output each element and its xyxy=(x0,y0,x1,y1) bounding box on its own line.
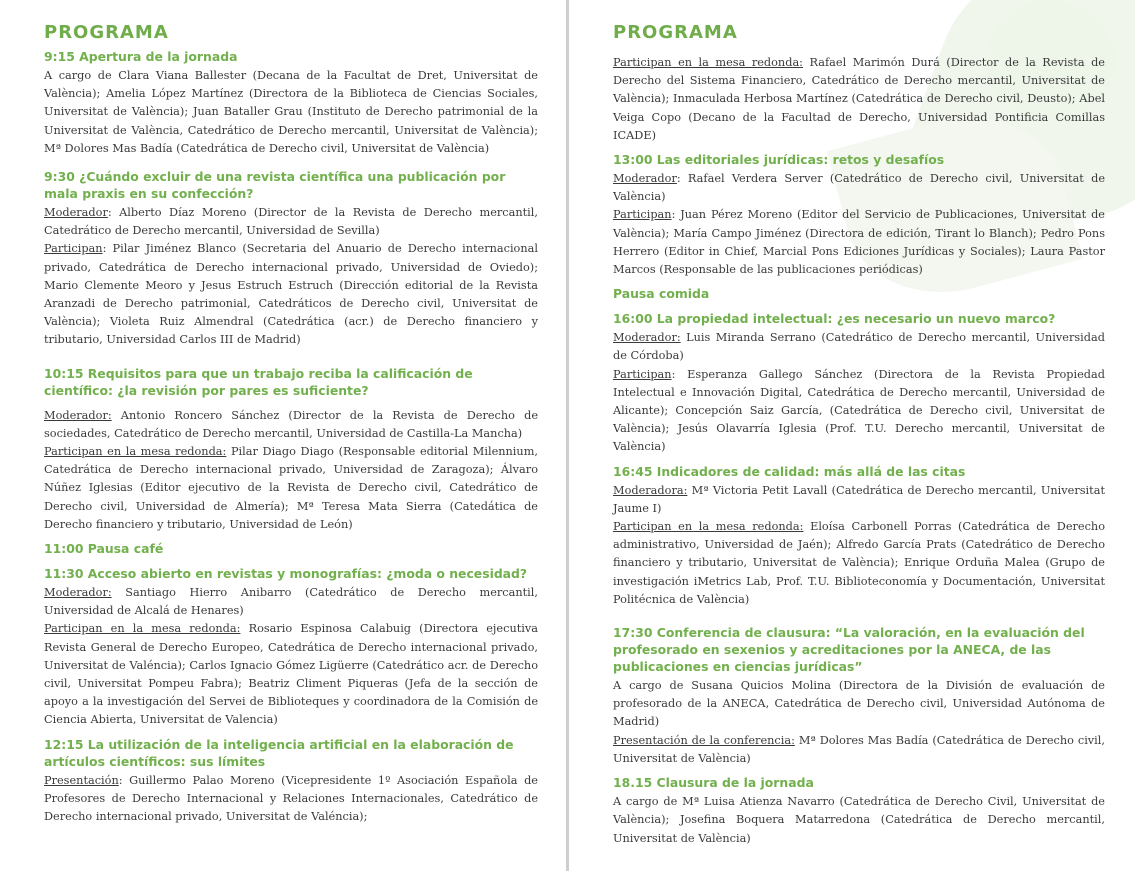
paragraph xyxy=(613,482,1105,518)
paragraph xyxy=(613,54,1105,145)
paragraph xyxy=(44,584,538,620)
section-title: Pausa comida xyxy=(613,286,710,302)
section-title: 12:15 La utilización de la inteligencia artificial en la elaboración de artículos científicos: sus límites xyxy=(44,736,514,769)
section-title: 10:15 Requisitos para que un trabajo reciba la calificación de científico: ¿la revisión por pares es suficiente? xyxy=(44,365,473,398)
paragraph-text: Antonio Roncero Sánchez (Director de la Revista de Derecho de sociedades, Catedrático de Derecho mercantil, Universidad de Castilla-La Mancha) xyxy=(44,408,538,440)
paragraph-text: A cargo de Susana Quicios Molina (Directora de la División de evaluación de profesorado de la ANECA, Catedrática de Derecho civil, Universidad Autónoma de Madrid) xyxy=(613,679,1105,729)
section-title: 18.15 Clausura de la jornada xyxy=(613,775,814,791)
section-title: 13:00 Las editoriales jurídicas: retos y desafíos xyxy=(613,152,945,168)
paragraph xyxy=(613,206,1105,279)
page-right xyxy=(569,0,1135,871)
paragraph xyxy=(613,518,1105,609)
paragraph xyxy=(44,204,538,240)
role-label: Moderador xyxy=(613,172,677,186)
section-requisitos xyxy=(44,365,538,534)
paragraph-text: : Alberto Díaz Moreno (Director de la Revista de Derecho mercantil, Catedrático de Derecho mercantil, Universidad de Sevilla) xyxy=(44,206,538,238)
paragraph xyxy=(44,67,538,158)
section-title: 11:30 Acceso abierto en revistas y monografías: ¿moda o necesidad? xyxy=(44,566,528,582)
section-editoriales xyxy=(613,151,1105,279)
role-label: Participan en la mesa redonda: xyxy=(613,520,804,534)
role-label: Participan xyxy=(613,367,672,381)
left-content xyxy=(44,22,538,826)
paragraph-text: Eloísa Carbonell Porras (Catedrática de Derecho administrativo, Universidad de Jaén); Alfredo García Prats (Catedrático de Derecho financiero y tributario, Universitat de València); Enrique Orduña Malea (Grupo de investigación iMetrics Lab, Prof. T.U. Biblioteconomía y Documentación, Universitat Politécnica de València) xyxy=(613,520,1105,606)
section-indicadores xyxy=(613,463,1105,609)
role-label: Moderador: xyxy=(613,331,681,345)
section-mesa-continuacion xyxy=(613,54,1105,145)
paragraph-text: Pilar Diago Diago (Responsable editorial Milennium, Catedrática de Derecho internacional privado, Universidad de Zaragoza); Álvaro Núñez Iglesias (Editor ejecutivo de la Revista de Derecho civil, Catedrático de Derecho civil, Universidad de Almería); Mª Teresa Mata Sierra (Catedática de Derecho financiero y tributario, Universidad de León) xyxy=(44,445,538,531)
paragraph-text: : Pilar Jiménez Blanco (Secretaria del Anuario de Derecho internacional privado, Catedrática de Derecho internacional privado, Universidad de Oviedo); Mario Clemente Meoro y Jesus Estruch Estruch (Dirección editorial de la Revista Aranzadi de Derecho patrimonial, Catedráticos de Derecho civil, Universitat de València); Violeta Ruiz Almendral (Catedrática (acr.) de Derecho financiero y tributario, Universidad Carlos III de Madrid) xyxy=(44,242,538,347)
paragraph-text: Santiago Hierro Anibarro (Catedrático de Derecho mercantil, Universidad de Alcalá de Henares) xyxy=(44,586,538,618)
paragraph xyxy=(44,772,538,827)
paragraph xyxy=(44,407,538,443)
paragraph-text: Rafael Marimón Durá (Director de la Revista de Derecho del Sistema Financiero, Catedrático de Derecho mercantil, Universitat de València); Inmaculada Herbosa Martínez (Catedrática de Derecho civil, Deusto); Abel Veiga Copo (Decano de la Facultad de Derecho, Universidad Pontificia Comillas ICADE) xyxy=(613,56,1105,142)
section-title: 9:15 Apertura de la jornada xyxy=(44,49,238,64)
paragraph xyxy=(613,329,1105,365)
section-pausa-comida xyxy=(613,285,1105,302)
role-label: Presentación de la conferencia: xyxy=(613,733,795,747)
paragraph-text: Rosario Espinosa Calabuig (Directora ejecutiva Revista General de Derecho Europeo, Catedrática de Derecho internacional privado, Universitat de Valéncia); Carlos Ignacio Gómez Ligüerre (Catedrático acr. de Derecho civil, Universitat Pompeu Fabra); Beatriz Climent Piqueras (Jefa de la sección de apoyo a la investigación del Servei de Biblioteques y coordinadora de la Comisión de Ciencia Abierta, Universitat de Valencia) xyxy=(44,622,538,727)
role-label: Presentación xyxy=(44,773,119,787)
role-label: Participan xyxy=(44,242,103,256)
role-label: Moderador: xyxy=(44,408,112,422)
paragraph xyxy=(44,620,538,729)
role-label: Moderadora: xyxy=(613,483,688,497)
section-title: 17:30 Conferencia de clausura: “La valoración, en la evaluación del profesorado en sexenios y acreditaciones por la ANECA, de las publicaciones en ciencias jurídicas” xyxy=(613,625,1085,675)
section-title: 9:30 ¿Cuándo excluir de una revista científica una publicación por mala praxis en su confección? xyxy=(44,169,506,202)
role-label: Moderador: xyxy=(44,586,112,600)
paragraph xyxy=(44,443,538,534)
section-title: 16:00 La propiedad intelectual: ¿es necesario un nuevo marco? xyxy=(613,311,1056,327)
paragraph-text: Mª Dolores Mas Badía (Catedrática de Derecho civil, Universitat de València) xyxy=(613,733,1106,765)
role-label: Participan en la mesa redonda: xyxy=(44,445,227,459)
section-title: 16:45 Indicadores de calidad: más allá de las citas xyxy=(613,463,966,479)
section-title: 11:00 Pausa café xyxy=(44,541,164,557)
page-title-left: PROGRAMA xyxy=(44,22,169,43)
paragraph-text: Luis Miranda Serrano (Catedrático de Derecho mercantil, Universidad de Córdoba) xyxy=(613,331,1105,363)
role-label: Participan en la mesa redonda: xyxy=(44,622,241,636)
paragraph xyxy=(613,732,1105,768)
paragraph xyxy=(613,366,1105,457)
paragraph-text: : Guillermo Palao Moreno (Vicepresidente 1º Asociación Española de Profesores de Derecho Internacional y Relaciones Internacionales, Catedrático de Derecho internacional privado, Universitat de Valéncia); xyxy=(44,773,538,824)
section-apertura xyxy=(44,48,538,158)
section-propiedad-intelectual xyxy=(613,310,1105,456)
section-clausura xyxy=(613,774,1105,848)
paragraph-text: : Esperanza Gallego Sánchez (Directora de la Revista Propiedad Intelectual e Innovación Digital, Catedrática de Derecho mercantil, Universidad de Alicante); Concepción Saiz García, (Catedrática de Derecho civil, Universitat de València); Jesús Olavarría Iglesia (Prof. T.U. Derecho mercantil, Universitat de València) xyxy=(613,367,1105,454)
role-label: Participan xyxy=(613,208,672,222)
role-label: Moderador xyxy=(44,206,108,220)
paragraph-text: A cargo de Mª Luisa Atienza Navarro (Catedrática de Derecho Civil, Universitat de València); Josefina Boquera Matarredona (Catedrática de Derecho mercantil, Universitat de València) xyxy=(613,795,1105,845)
paragraph xyxy=(613,170,1105,206)
section-inteligencia-artificial xyxy=(44,736,538,827)
paragraph-text: : Juan Pérez Moreno (Editor del Servicio de Publicaciones, Universitat de València); María Campo Jiménez (Directora de edición, Tirant lo Blanch); Pedro Pons Herrero (Editor in Chief, Marcial Pons Ediciones Jurídicas y Sociales); Laura Pastor Marcos (Responsable de las publicaciones periódicas) xyxy=(613,208,1105,277)
section-pausa-cafe xyxy=(44,540,538,557)
role-label: Participan en la mesa redonda: xyxy=(613,56,803,69)
paragraph xyxy=(44,240,538,349)
section-conferencia-clausura xyxy=(613,624,1105,768)
section-acceso-abierto xyxy=(44,565,538,730)
page-left xyxy=(0,0,566,871)
paragraph xyxy=(613,677,1105,732)
right-content xyxy=(613,22,1105,848)
section-mala-praxis xyxy=(44,168,538,350)
paragraph xyxy=(613,793,1105,848)
page-title-right: PROGRAMA xyxy=(613,22,738,43)
paragraph-text: : Rafael Verdera Server (Catedrático de Derecho civil, Universitat de València) xyxy=(613,172,1105,204)
paragraph-text: A cargo de Clara Viana Ballester (Decana de la Facultat de Dret, Universitat de València); Amelia López Martínez (Directora de la Biblioteca de Ciencias Sociales, Universitat de València); Juan Bataller Grau (Instituto de Derecho patrimonial de la Universitat de València, Catedrático de Derecho mercantil, Universitat de València); Mª Dolores Mas Badía (Catedrática de Derecho civil, Universitat de València) xyxy=(44,69,538,155)
paragraph-text: Mª Victoria Petit Lavall (Catedrática de Derecho mercantil, Universitat Jaume I) xyxy=(613,483,1105,515)
